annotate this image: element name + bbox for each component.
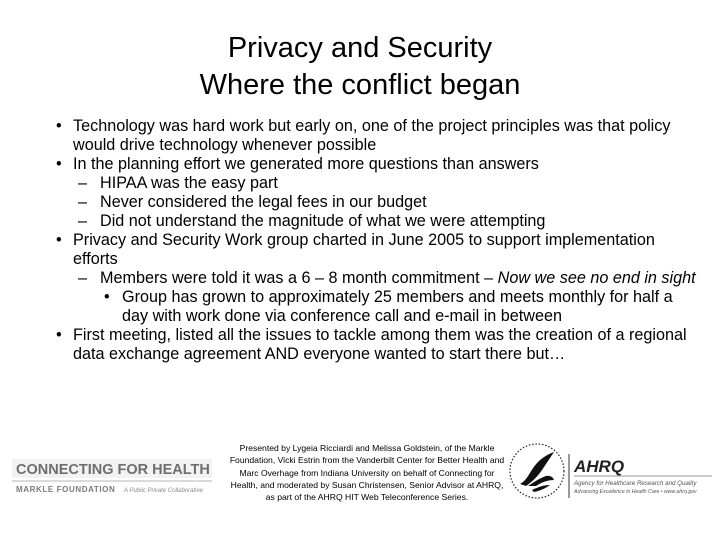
slide-title [0, 30, 720, 104]
sub-sub-bullet-item [52, 288, 702, 326]
bullet-text: Technology was hard work but early on, one of the project principles was that policy would drive technology whenever possible [73, 117, 671, 154]
bullet-item [52, 117, 702, 155]
sub-bullet-item [52, 212, 702, 231]
sub-bullet-text: Members were told it was a 6 – 8 month commitment – [100, 269, 498, 287]
ahrq-logo [566, 452, 716, 500]
bullet-marker: • [56, 117, 62, 135]
bullet-marker: • [104, 288, 110, 306]
logo-connecting-text: CONNECTING FOR HEALTH [16, 462, 210, 478]
bullet-marker: • [56, 155, 62, 173]
sub-bullet-text: Did not understand the magnitude of what we were attempting [100, 212, 546, 230]
presenter-credit: Presented by Lygeia Ricciardi and Melissa Goldstein, of the Markle Foundation, Vicki Estrin from the Vanderbilt Center for Better Health and Marc Overhage from Indiana University on behalf of Connecting for Health, and moderated by Susan Christensen, Senior Advisor at AHRQ, as part of the AHRQ HIT Web Teleconference Series. [229, 443, 505, 503]
ahrq-name-text: AHRQ [574, 457, 625, 476]
dash-marker: – [78, 269, 88, 287]
dash-marker: – [78, 212, 88, 230]
sub-bullet-italic-text: Now we see no end in sight [497, 269, 696, 287]
sub-bullet-text: HIPAA was the easy part [100, 174, 278, 192]
hhs-eagle-seal-icon [508, 440, 566, 502]
bullet-item [52, 231, 702, 269]
bullet-text: First meeting, listed all the issues to tackle among them was the creation of a regional data exchange agreement AND everyone wanted to start there but… [73, 326, 687, 363]
ahrq-line1-text: Agency for Healthcare Research and Quality [574, 480, 697, 487]
bullet-text: In the planning effort we generated more questions than answers [73, 155, 539, 173]
bullet-marker: • [56, 231, 62, 249]
logo-tagline-text: A Public Private Collaborative [124, 488, 203, 494]
sub-bullet-text: Never considered the legal fees in our budget [100, 193, 427, 211]
sub-bullet-item [52, 269, 702, 288]
sub-bullet-item [52, 174, 702, 193]
bullet-item [52, 326, 702, 364]
sub-bullet-item [52, 193, 702, 212]
bullet-list [52, 117, 702, 364]
title-line-2: Where the conflict began [199, 69, 521, 101]
logo-markle-text: MARKLE FOUNDATION [16, 485, 116, 494]
dash-marker: – [78, 193, 88, 211]
sub-sub-bullet-text: Group has grown to approximately 25 members and meets monthly for half a day with work done via conference call and e-mail in between [122, 288, 673, 325]
dash-marker: – [78, 174, 88, 192]
connecting-for-health-logo [8, 455, 213, 497]
ahrq-line2-text: Advancing Excellence in Health Care • www.ahrq.gov [574, 489, 697, 495]
bullet-text: Privacy and Security Work group charted in June 2005 to support implementation efforts [73, 231, 655, 268]
bullet-marker: • [56, 326, 62, 344]
bullet-item [52, 155, 702, 174]
title-line-1: Privacy and Security [227, 32, 493, 64]
